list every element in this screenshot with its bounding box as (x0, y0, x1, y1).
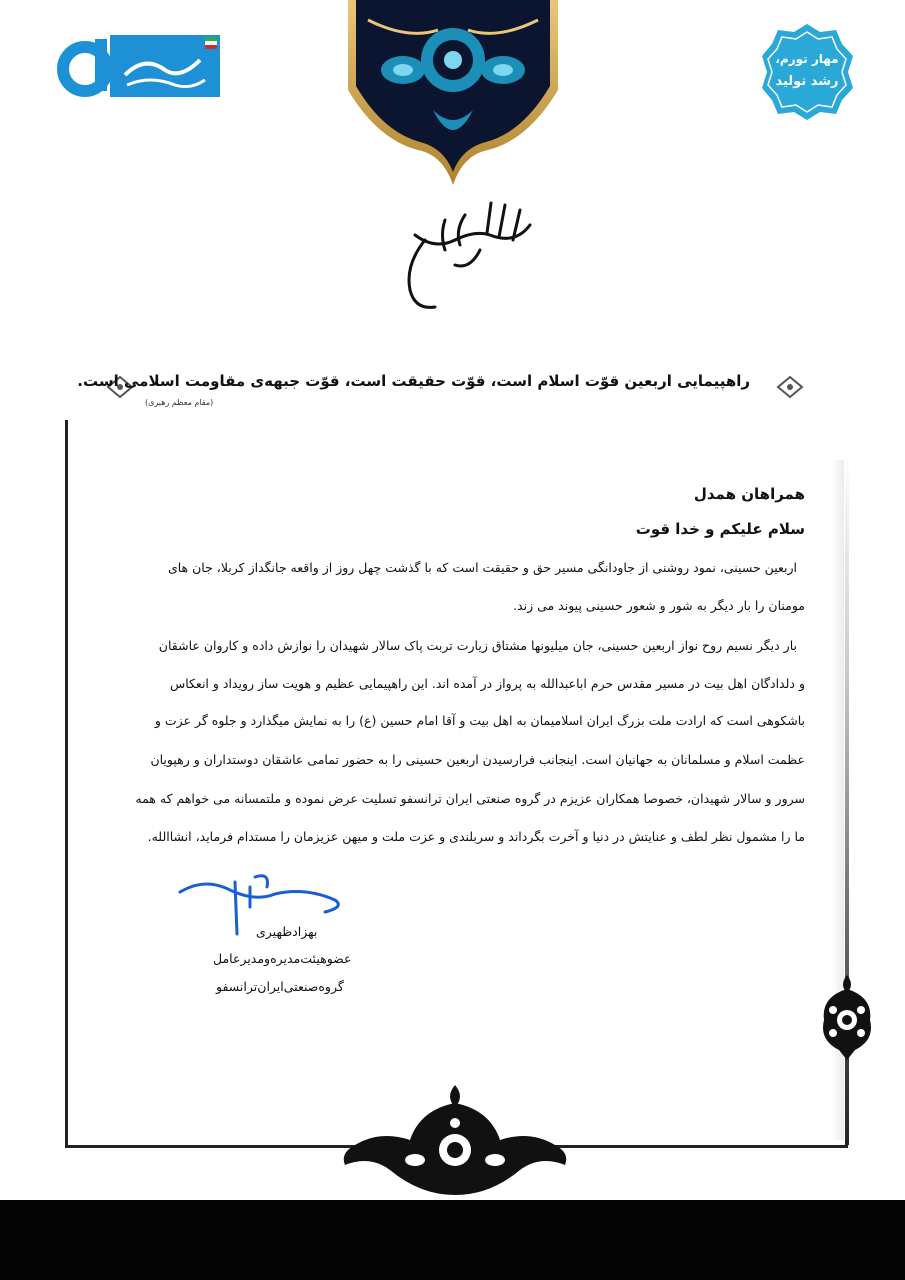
greeting-line-1: همراهان همدل (693, 485, 805, 503)
body-line: بار دیگر نسیم روح نواز اربعین حسینی، جان میلیونها مشتاق زیارت تربت پاک سالار شهیدان را نوازش داده و کاروان عاشقان (158, 638, 797, 653)
bottom-arabesque-ornament (340, 1085, 570, 1195)
body-line: و دلدادگان اهل بیت در مسیر مقدس حرم اباعبدالله به پرواز در آمده اند. این راهپیمایی عظیم و هویت ساز رویداد و انعکاس (169, 676, 805, 691)
leader-quote: راهپیمایی اربعین قوّت اسلام است، قوّت حقیقت است، قوّت جبهه‌ی مقاومت اسلامی است. (77, 372, 750, 390)
body-line: باشکوهی است که ارادت ملت بزرگ ایران اسلامیمان به اهل بیت و آقا امام حسین (ع) را به نمایش میگذارد و جلوه گر عزت و (154, 713, 805, 728)
quote-source: (مقام معظم رهبری) (145, 398, 214, 407)
signatory-title: عضوهیئت‌مدیره‌ومدیرعامل (213, 951, 352, 966)
signatory-name: بهزادظهیری (256, 924, 318, 939)
body-line: عظمت اسلام و مسلمانان به جهانیان است. اینجانب فرارسیدن اربعین حسینی را به حضور تمامی عاشقان دوستداران و رهپویان (150, 752, 805, 767)
bismillah-calligraphy (395, 195, 535, 315)
slogan-line-1: مهار تورم، (775, 52, 839, 66)
slogan-line-2: رشد تولید (775, 74, 839, 89)
slogan-badge (760, 22, 855, 122)
greeting-line-2: سلام علیکم و خدا قوت (635, 520, 805, 538)
body-line: مومنان را بار دیگر به شور و شعور حسینی پیوند می زند. (513, 598, 805, 613)
body-line: اربعین حسینی، نمود روشنی از جاودانگی مسیر حق و حقیقت است که با گذشت چهل روز از واقعه جانگداز کربلا، جان های (167, 560, 797, 575)
slogan-badge-shape (760, 22, 855, 122)
footer-bar (0, 1200, 905, 1280)
body-line: ما را مشمول نظر لطف و عنایتش در دنیا و آخرت بگرداند و سربلندی و عزت ملت و میهن عزیزمان را مستدام فرماید، انشاالله. (147, 829, 805, 844)
top-arabesque-ornament (348, 0, 558, 185)
side-arabesque-ornament (815, 975, 880, 1060)
signatory-company: گروه‌صنعتی‌ایران‌ترانسفو (216, 979, 344, 994)
body-line: سرور و سالار شهیدان، خصوصا همکاران عزیزم در گروه صنعتی ایران ترانسفو تسلیت عرض نموده و ملتمسانه می خواهم که همه (135, 791, 805, 806)
iran-transfo-logo (55, 35, 220, 97)
